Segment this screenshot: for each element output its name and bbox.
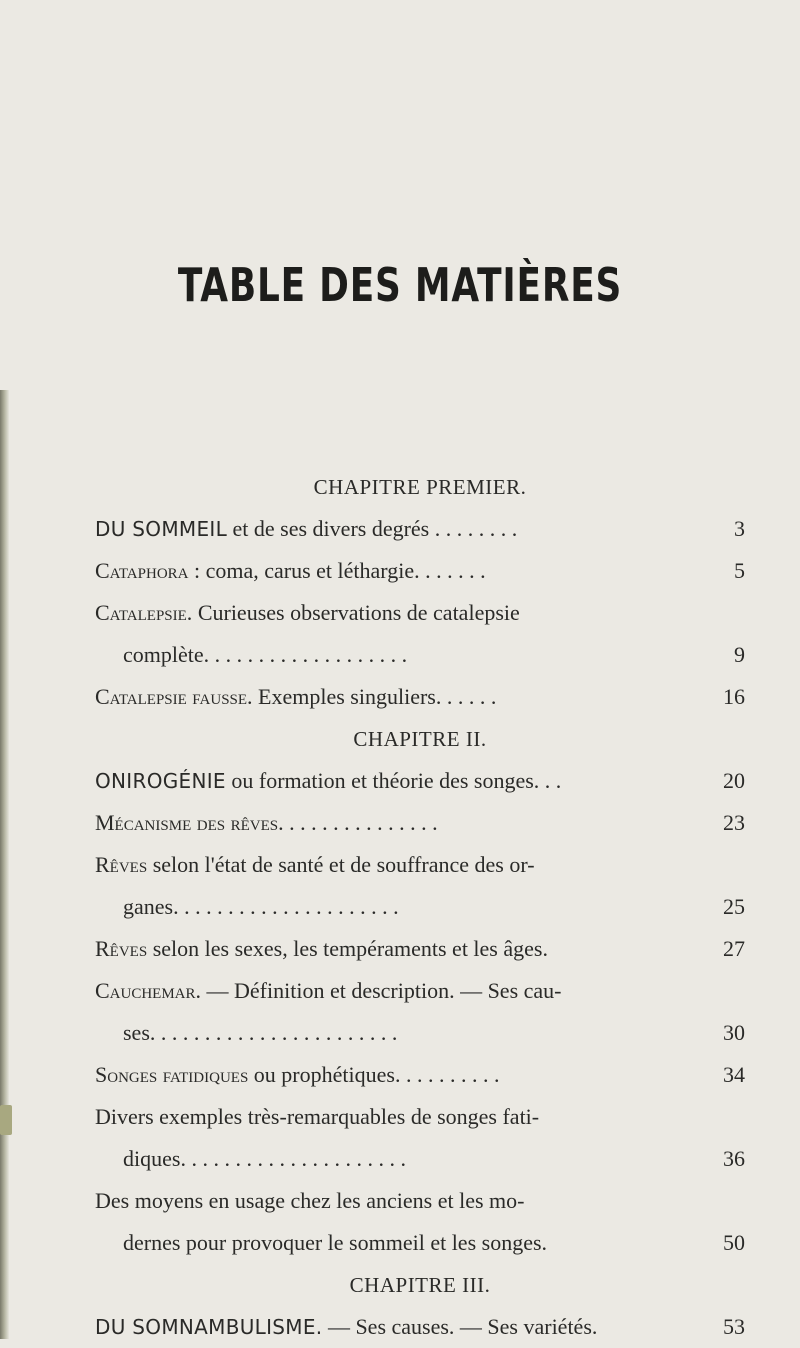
entry-head: Catalepsie. xyxy=(95,600,193,625)
page-title: TABLE DES MATIÈRES xyxy=(177,258,623,312)
toc-entry xyxy=(95,760,745,802)
entry-continuation: diques. . . . . . . . . . . . . . . . . . . . . xyxy=(123,1146,406,1171)
entry-head: DU SOMNAMBULISME. xyxy=(95,1315,323,1339)
toc-entry xyxy=(95,844,745,886)
entry-text: : coma, carus et léthargie. . . . . . . xyxy=(188,558,486,583)
page-number: 30 xyxy=(723,1020,745,1045)
table-of-contents xyxy=(95,466,745,1348)
entry-head: Songes fatidiques xyxy=(95,1062,249,1087)
toc-entry xyxy=(95,970,745,1012)
entry-continuation: ses. . . . . . . . . . . . . . . . . . . . . . . xyxy=(123,1020,398,1045)
entry-continuation: complète. . . . . . . . . . . . . . . . . . . xyxy=(123,642,408,667)
page-number: 53 xyxy=(723,1314,745,1339)
toc-entry xyxy=(95,508,745,550)
toc-entry xyxy=(95,1096,745,1138)
entry-text: Exemples singuliers. . . . . . xyxy=(252,684,497,709)
page-number: 23 xyxy=(723,810,745,835)
toc-entry xyxy=(95,802,745,844)
entry-text: selon l'état de santé et de souffrance des or- xyxy=(147,852,535,877)
entry-head: DU SOMMEIL xyxy=(95,517,228,541)
spine-mark xyxy=(0,1105,12,1135)
page-number: 34 xyxy=(723,1062,745,1087)
book-spine-edge xyxy=(0,390,9,1339)
entry-text: — Définition et description. — Ses cau- xyxy=(201,978,562,1003)
entry-text: Curieuses observations de catalepsie xyxy=(192,600,520,625)
entry-head: Rêves xyxy=(95,852,148,877)
page-number: 36 xyxy=(723,1146,745,1171)
toc-entry xyxy=(95,592,745,634)
entry-text: ou prophétiques. . . . . . . . . . xyxy=(248,1062,500,1087)
toc-entry xyxy=(95,928,745,970)
toc-entry-continuation xyxy=(95,1012,745,1054)
toc-entry-continuation xyxy=(95,886,745,928)
entry-continuation: ganes. . . . . . . . . . . . . . . . . . . . . xyxy=(123,894,399,919)
page-number: 27 xyxy=(723,936,745,961)
entry-head: Mécanisme des rêves xyxy=(95,810,279,835)
toc-entry xyxy=(95,1054,745,1096)
entry-text: . . . . . . . . . . . . . . . xyxy=(278,810,438,835)
entry-text: et de ses divers degrés . . . . . . . . xyxy=(227,516,518,541)
entry-head: Cauchemar. xyxy=(95,978,202,1003)
toc-entry-continuation xyxy=(95,1138,745,1180)
entry-text: — Ses causes. — Ses variétés. xyxy=(322,1314,598,1339)
page-number: 50 xyxy=(723,1230,745,1255)
page-number: 3 xyxy=(734,516,745,541)
toc-entry xyxy=(95,1306,745,1348)
toc-entry-continuation xyxy=(95,634,745,676)
entry-continuation: dernes pour provoquer le sommeil et les songes. xyxy=(123,1230,548,1255)
page-number: 20 xyxy=(723,768,745,793)
entry-text: ou formation et théorie des songes. . . xyxy=(225,768,562,793)
chapter-heading-2: CHAPITRE II. xyxy=(353,727,487,751)
page-number: 5 xyxy=(734,558,745,583)
toc-entry xyxy=(95,550,745,592)
toc-entry xyxy=(95,676,745,718)
entry-text: Des moyens en usage chez les anciens et les mo- xyxy=(95,1188,525,1213)
entry-text: selon les sexes, les tempéraments et les âges. xyxy=(147,936,548,961)
entry-head: ONIROGÉNIE xyxy=(95,769,226,793)
entry-head: Cataphora xyxy=(95,558,189,583)
page-number: 16 xyxy=(723,684,745,709)
page-number: 9 xyxy=(734,642,745,667)
entry-head: Catalepsie fausse. xyxy=(95,684,253,709)
page-number: 25 xyxy=(723,894,745,919)
toc-entry xyxy=(95,1180,745,1222)
chapter-heading-3: CHAPITRE III. xyxy=(349,1273,491,1297)
chapter-heading-1: CHAPITRE PREMIER. xyxy=(313,475,527,499)
toc-entry-continuation xyxy=(95,1222,745,1264)
entry-text: Divers exemples très-remarquables de songes fati- xyxy=(95,1104,540,1129)
entry-head: Rêves xyxy=(95,936,148,961)
